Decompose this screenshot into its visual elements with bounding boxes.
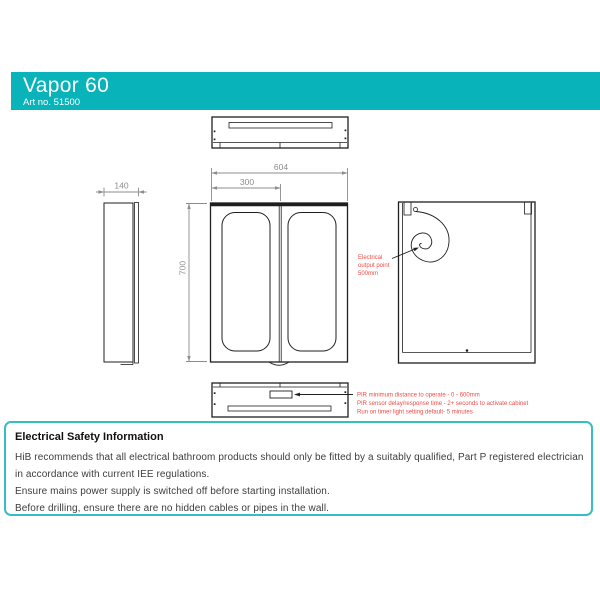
left-mirror-door bbox=[222, 213, 270, 352]
dimension-depth bbox=[96, 181, 147, 197]
wall-bracket-right bbox=[525, 202, 532, 214]
bottom-view bbox=[212, 383, 529, 417]
art-number: Art no. 51500 bbox=[23, 97, 81, 108]
pir-notes bbox=[357, 393, 529, 416]
hinge-dot bbox=[214, 403, 216, 405]
side-view-door-panel bbox=[135, 203, 139, 364]
hinge-dot bbox=[214, 392, 216, 394]
right-mirror-door bbox=[288, 213, 336, 352]
side-view bbox=[104, 203, 139, 365]
side-view-body bbox=[104, 203, 133, 362]
hinge-dot bbox=[345, 138, 347, 140]
svg-text:Electrical: Electrical bbox=[358, 255, 383, 261]
pir-sensor bbox=[270, 391, 292, 398]
svg-text:PIR minimum distance to operat: PIR minimum distance to operate - 0 - 600mm bbox=[357, 392, 480, 399]
dimension-overall-width bbox=[212, 162, 348, 201]
dimension-height bbox=[178, 204, 208, 362]
dimension-door-width bbox=[212, 177, 281, 201]
hinge-dot bbox=[345, 391, 347, 393]
hinge-dot bbox=[214, 131, 216, 133]
bottom-light-slot bbox=[228, 406, 331, 411]
wall-bracket-left bbox=[404, 202, 411, 215]
back-view bbox=[358, 202, 535, 363]
safety-info-box bbox=[4, 421, 593, 516]
back-view-outline bbox=[399, 202, 536, 363]
product-title: Vapor 60 bbox=[23, 74, 110, 97]
hinge-dot bbox=[345, 402, 347, 404]
safety-text-line: in accordance with current IEE regulations. bbox=[15, 469, 210, 480]
svg-text:500mm: 500mm bbox=[358, 271, 379, 277]
svg-text:Run on timer light setting def: Run on timer light setting default- 5 minutes bbox=[357, 409, 473, 416]
svg-text:PIR sensor delay/response time: PIR sensor delay/response time - 2+ seconds to activate cabinet bbox=[357, 401, 529, 407]
safety-text-line: HiB recommends that all electrical bathroom products should only be fitted by a suitably qualified, Part P registered electrician bbox=[15, 452, 584, 463]
hinge-dot bbox=[214, 139, 216, 141]
bottom-fixing-dot bbox=[466, 349, 469, 352]
dim-label-604: 604 bbox=[273, 162, 289, 172]
bottom-view-outline bbox=[212, 383, 348, 417]
front-view bbox=[211, 203, 348, 365]
safety-title: Electrical Safety Information bbox=[15, 431, 164, 443]
cable-exit-hole bbox=[414, 208, 418, 212]
safety-text-line: Before drilling, ensure there are no hidden cables or pipes in the wall. bbox=[15, 503, 330, 514]
hinge-dot bbox=[345, 130, 347, 132]
top-view-light-slot bbox=[229, 123, 332, 129]
dim-label-300: 300 bbox=[239, 177, 255, 187]
leader-arrowhead bbox=[413, 248, 419, 252]
svg-text:output point: output point bbox=[358, 263, 390, 269]
top-view bbox=[212, 117, 348, 148]
electrical-output-note bbox=[358, 255, 390, 277]
electrical-note-leader bbox=[392, 249, 415, 259]
safety-text-line: Ensure mains power supply is switched off before starting installation. bbox=[15, 486, 330, 497]
leader-arrowhead bbox=[294, 393, 300, 397]
dim-label-700: 700 bbox=[177, 260, 188, 276]
coiled-cable-spiral bbox=[411, 212, 449, 262]
dim-label-140: 140 bbox=[114, 180, 129, 191]
